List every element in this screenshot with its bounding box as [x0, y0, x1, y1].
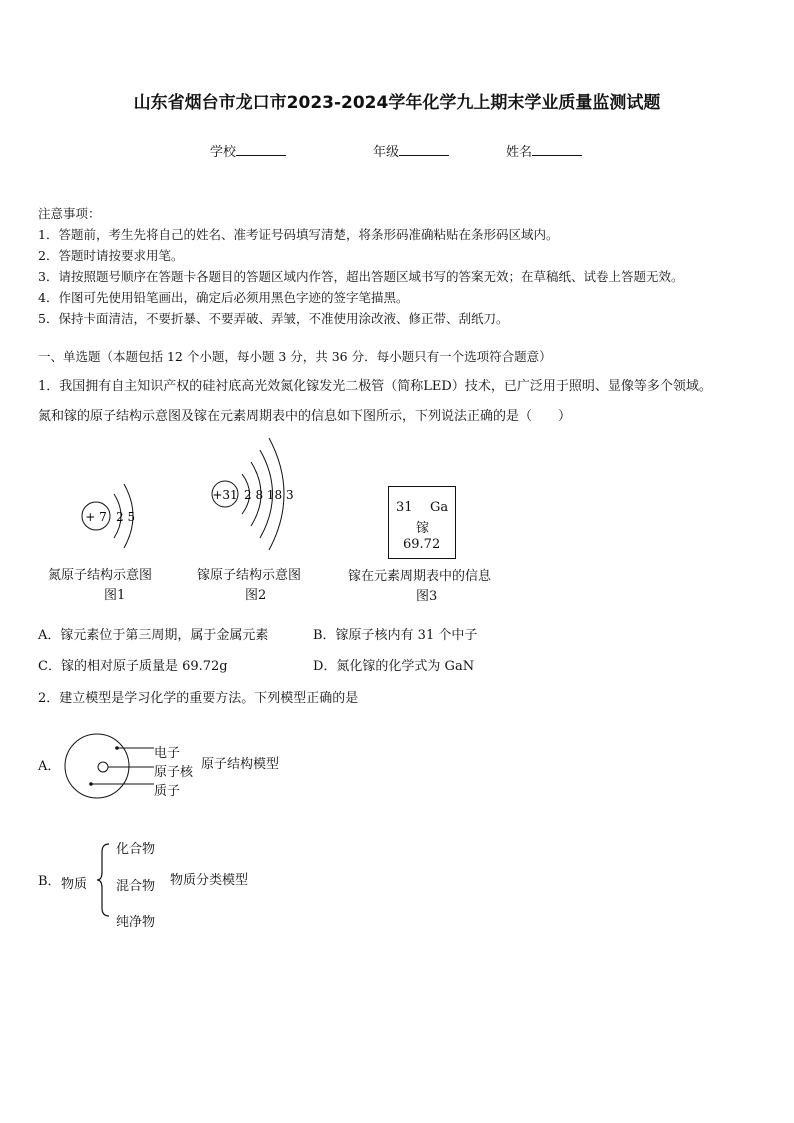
nucleus-circle — [98, 762, 108, 772]
name-label: 姓名 — [506, 145, 533, 160]
nucleus-label: 原子核 — [154, 765, 194, 780]
q1-option-c[interactable]: C．镓的相对原子质量是 69.72g — [38, 659, 228, 674]
atomic-mass: 69.72 — [403, 537, 441, 552]
element-symbol: Ga — [430, 500, 449, 515]
q2-option-a-letter[interactable]: A． — [38, 759, 61, 774]
q2-stem: 2．建立模型是学习化学的重要方法。下列模型正确的是 — [38, 691, 359, 706]
atomic-number: 31 — [396, 500, 413, 515]
name-blank[interactable] — [532, 143, 582, 156]
grade-blank[interactable] — [399, 143, 449, 156]
school-field[interactable] — [210, 141, 286, 160]
proton-label: 质子 — [154, 784, 181, 799]
note-item: 4．作图可先使用铅笔画出，确定后必须用黑色字迹的签字笔描黑。 — [38, 290, 409, 305]
school-blank[interactable] — [236, 143, 286, 156]
atom-outline-circle — [65, 734, 129, 798]
nitrogen-atom-diagram — [70, 470, 150, 560]
section-heading: 一、单选题（本题包括 12 个小题，每小题 3 分，共 36 分．每小题只有一个选项符合题意） — [38, 349, 552, 364]
note-item: 2．答题时请按要求用笔。 — [38, 248, 184, 263]
gallium-atom-diagram — [205, 436, 310, 554]
school-label: 学校 — [210, 145, 237, 160]
classification-root: 物质 — [61, 877, 88, 892]
fig1-label: 图1 — [104, 588, 126, 603]
q2-option-b-letter[interactable]: B． — [38, 874, 61, 889]
classification-model-caption: 物质分类模型 — [170, 873, 249, 888]
branch-mixture: 混合物 — [116, 879, 156, 894]
fig2-label: 图2 — [245, 588, 267, 603]
shell-electrons: 2 5 — [116, 510, 136, 524]
notes-block — [38, 203, 683, 329]
electron-label: 电子 — [154, 746, 181, 761]
note-item: 3．请按照题号顺序在答题卡各题目的答题区域内作答，超出答题区域书写的答案无效；在草稿纸、试卷上答题无效。 — [38, 269, 684, 284]
fig2-caption: 镓原子结构示意图 — [197, 568, 302, 583]
nucleus-charge: + 7 — [85, 510, 107, 524]
nucleus-charge: +31 — [212, 488, 238, 502]
grade-field[interactable] — [373, 141, 449, 160]
fig1-caption: 氮原子结构示意图 — [48, 568, 153, 583]
curly-brace-icon — [96, 842, 112, 918]
q1-option-a[interactable]: A．镓元素位于第三周期，属于金属元素 — [38, 628, 269, 643]
page-title: 山东省烟台市龙口市2023-2024学年化学九上期末学业质量监测试题 — [133, 93, 661, 113]
note-item: 1．答题前，考生先将自己的姓名、准考证号码填写清楚，将条形码准确粘贴在条形码区域内。 — [38, 227, 559, 242]
fig3-label: 图3 — [416, 589, 438, 604]
q1-stem-line1: 1．我国拥有自主知识产权的硅衬底高光效氮化镓发光二极管（简称LED）技术，已广泛用于照明、显像等多个领域。 — [38, 379, 712, 394]
atom-model-caption: 原子结构模型 — [201, 757, 280, 772]
note-item: 5．保持卡面清洁，不要折暴、不要弄破、弄皱，不准使用涂改液、修正带、刮纸刀。 — [38, 311, 509, 326]
q1-option-b[interactable]: B．镓原子核内有 31 个中子 — [313, 628, 478, 643]
notes-heading: 注意事项： — [38, 206, 101, 221]
periodic-table-cell — [388, 486, 456, 559]
element-name: 镓 — [416, 521, 430, 536]
fig3-caption: 镓在元素周期表中的信息 — [348, 569, 492, 584]
q1-stem-line2: 氮和镓的原子结构示意图及镓在元素周期表中的信息如下图所示，下列说法正确的是（ ） — [38, 409, 572, 424]
branch-compound: 化合物 — [116, 842, 156, 857]
grade-label: 年级 — [373, 145, 400, 160]
shell-electrons: 2 8 18 3 — [244, 488, 294, 502]
atom-model-diagram — [62, 730, 162, 802]
name-field[interactable] — [506, 141, 582, 160]
q1-option-d[interactable]: D．氮化镓的化学式为 GaN — [313, 659, 475, 674]
branch-pure-substance: 纯净物 — [116, 915, 156, 930]
